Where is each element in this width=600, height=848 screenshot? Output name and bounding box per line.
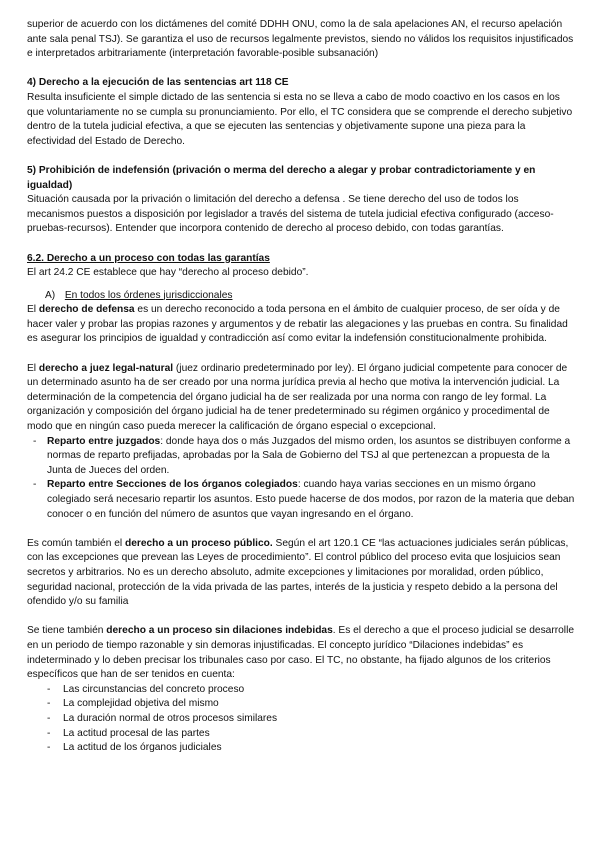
publico-prefix: Es común también el: [27, 537, 125, 549]
defensa-paragraph: [27, 303, 576, 347]
section-6-2-heading: 6.2. Derecho a un proceso con todas las garantías: [27, 252, 270, 264]
section-4-body: Resulta insuficiente el simple dictado de las sentencia si esta no se lleva a cabo de modo coactivo en los casos en los que voluntariamente no se cumpla su pronunciamiento. Por ello, el TC considera que se comprende el derecho subjetivo dentro de la tutela judicial efectiva, a que se ejecuten las sentencias y objetivamente supone una pieza para la efectividad del Estado de Derecho.: [27, 91, 573, 147]
publico-paragraph: [27, 537, 576, 610]
section-5: [27, 164, 576, 237]
list-item-term: Reparto entre juzgados: [47, 435, 161, 447]
juez-block: [27, 362, 576, 523]
list-item: - La duración normal de otros procesos similares: [27, 712, 576, 727]
section-5-heading: 5) Prohibición de indefensión (privación o merma del derecho a alegar y probar contradictoriamente y en igualdad): [27, 164, 536, 191]
juez-prefix: El: [27, 362, 39, 374]
juez-list: [27, 435, 576, 523]
list-item: - La complejidad objetiva del mismo: [27, 697, 576, 712]
publico-term: derecho a un proceso público.: [124, 537, 273, 549]
section-5-body: Situación causada por la privación o limitación del derecho a defensa . Se tiene derecho del uso de todos los mecanismos puestos a disposición por legislador a través del sistema de tutela judicial efectiva configurado (acceso-pruebas-recursos). Entender que incorpora contenido de derecho al proceso debido, con todas garantías.: [27, 194, 554, 235]
section-4-heading: 4) Derecho a la ejecución de las sentencias art 118 CE: [27, 77, 289, 89]
list-item-text: : cuando haya varias secciones en un mismo órgano colegiado será necesario repartir los asuntos. Esto puede hacerse de dos modos, por razon de la materia que deban conocer o en función del número de asuntos que vayan ingresando en el órgano.: [47, 479, 575, 520]
section-6-2: [27, 252, 576, 281]
juez-term: derecho a juez legal-natural: [38, 362, 174, 374]
section-6-2-intro: El art 24.2 CE establece que hay “derecho al proceso debido”.: [27, 267, 309, 279]
dilaciones-text: . Es el derecho a que el proceso judicial se desarrolle en un periodo de tiempo razonable y sin demoras injustificadas. El concepto jurídico “Dilaciones indebidas” es indeterminado y lo deben precisar los tribunales caso por caso. El TC, no obstante, ha fijado algunos de los criterios específicos que han de ser tenidos en cuenta:: [27, 625, 574, 681]
list-item-text: : donde haya dos o más Juzgados del mismo orden, los asuntos se distribuyen conforme a normas de reparto prefijadas, aprobadas por la Sala de Gobierno del TSJ al que pertenezcan a propuesta de la Junta de Jueces del orden.: [47, 435, 571, 476]
defensa-term: derecho de defensa: [38, 304, 135, 316]
intro-paragraph: superior de acuerdo con los dictámenes del comité DDHH ONU, como la de sala apelaciones AN, el recurso apelación ante sala penal TSJ). Se garantiza el uso de recursos legalmente previstos, siendo no válidos los requisitos injustificados e interpretados arbitrariamente (interpretación favorable-posible subsanación): [27, 19, 574, 60]
list-item: [27, 478, 576, 522]
subsection-a-letter: A): [45, 289, 56, 301]
dilaciones-paragraph: [27, 624, 576, 682]
juez-paragraph: [27, 362, 576, 435]
section-4: [27, 76, 576, 149]
dilaciones-prefix: Se tiene también: [27, 625, 107, 637]
subsection-a-heading: [45, 289, 576, 304]
dilaciones-block: [27, 624, 576, 755]
defensa-prefix: El: [27, 304, 39, 316]
criteria-list: [27, 683, 576, 756]
list-item: - La actitud procesal de las partes: [27, 727, 576, 742]
subsection-a-title: En todos los órdenes jurisdiccionales: [64, 289, 233, 301]
list-item-term: Reparto entre Secciones de los órganos colegiados: [47, 479, 298, 491]
dilaciones-term: derecho a un proceso sin dilaciones indebidas: [106, 625, 333, 637]
list-item: - La actitud de los órganos judiciales: [27, 741, 576, 756]
list-item: [27, 435, 576, 479]
publico-text: Según el art 120.1 CE “las actuaciones judiciales serán públicas, con las excepciones que prevean las Leyes de procedimiento”. El control público del proceso evita que losjuicios sean secretos y arbitrarios. No es un derecho absoluto, admite excepciones y limitaciones por moralidad, orden público, seguridad nacional, protección de la vida privada de las partes, interés de la justicia y respeto debido a la persona del ofendido y/o su familia: [27, 537, 569, 608]
defensa-text: es un derecho reconocido a toda persona en el ámbito de cualquier proceso, de ser oída y de hacer valer y probar las propias razones y argumentos y de rebatir las alegaciones y las pruebas en contra. Su finalidad es asegurar los principios de igualdad y contradicción así como evitar la indefensión constitucionalmente prohibida.: [27, 304, 568, 345]
juez-text: (juez ordinario predeterminado por ley). El órgano judicial competente para conocer de un determinado asunto ha de ser creado por una norma jurídica previa al hecho que motiva la intervención judicial. La determinación de la competencia del órgano judicial ha de ser realizada por una norma con rango de ley formal. La organización y composición del órgano judicial ha de tener predeterminado su régimen orgánico y procedimental de modo que en ningún caso pueda merecer la calificación de órgano especial o excepcional.: [27, 362, 568, 433]
list-item: - Las circunstancias del concreto proceso: [27, 683, 576, 698]
